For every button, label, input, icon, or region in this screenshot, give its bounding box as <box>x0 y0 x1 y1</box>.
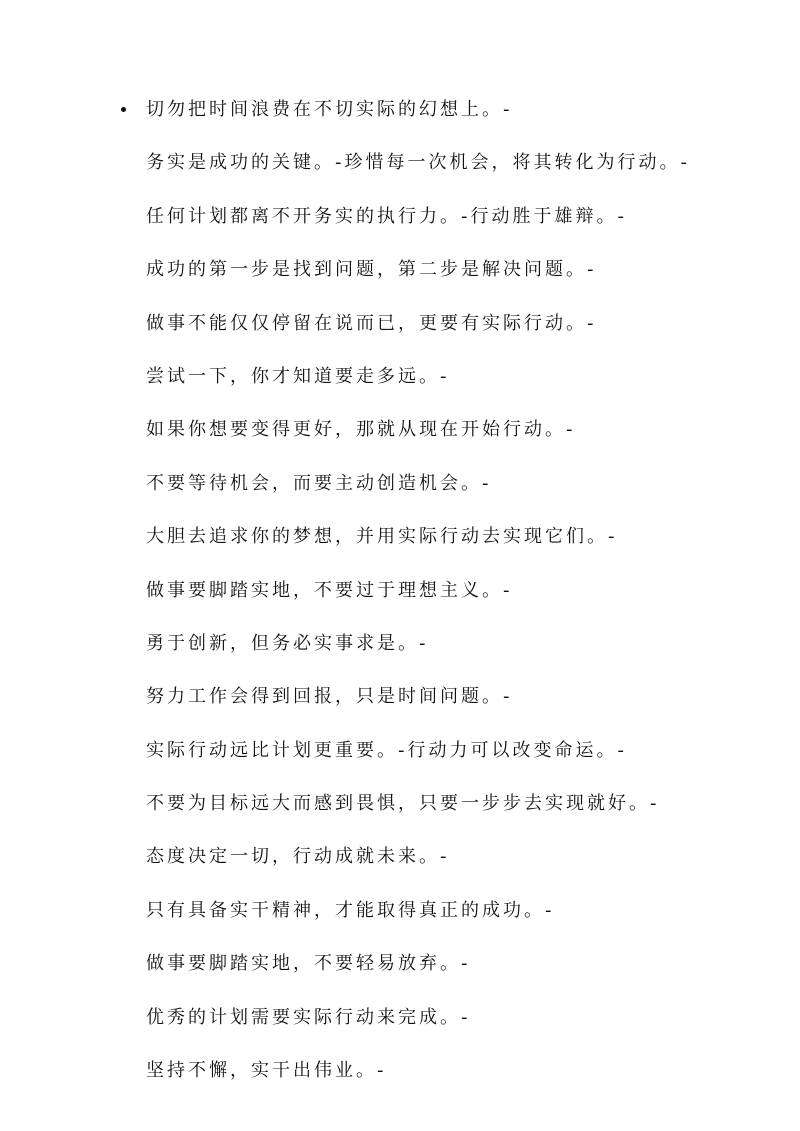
list-item-text: 做事要脚踏实地，不要过于理想主义。- <box>146 579 513 601</box>
list-item <box>0 304 800 357</box>
list-item <box>0 944 800 997</box>
list-item-text: 切勿把时间浪费在不切实际的幻想上。- <box>146 99 513 120</box>
bullet-icon <box>121 107 126 112</box>
list-item <box>0 624 800 677</box>
list-item-text: 优秀的计划需要实际行动来完成。- <box>146 1006 471 1028</box>
list-item-text: 尝试一下，你才知道要走多远。- <box>146 365 450 387</box>
list-item-text: 努力工作会得到回报，只是时间问题。- <box>146 686 513 708</box>
list-item <box>0 731 800 784</box>
list-item <box>0 837 800 890</box>
list-item <box>0 410 800 463</box>
list-item-text: 只有具备实干精神，才能取得真正的成功。- <box>146 899 555 921</box>
list-item-text: 坚持不懈，实干出伟业。- <box>146 1060 387 1082</box>
list-item <box>0 571 800 624</box>
list-item <box>0 891 800 944</box>
list-item-text: 任何计划都离不开务实的执行力。-行动胜于雄辩。- <box>146 205 627 227</box>
list-item <box>0 250 800 303</box>
list-item <box>0 517 800 570</box>
list-item-text: 大胆去追求你的梦想，并用实际行动去实现它们。- <box>146 526 618 548</box>
list-item-text: 不要为目标远大而感到畏惧，只要一步步去实现就好。- <box>146 793 660 815</box>
list-item <box>0 784 800 837</box>
list-item <box>0 677 800 730</box>
list-item-text: 成功的第一步是找到问题，第二步是解决问题。- <box>146 259 597 281</box>
list-item <box>0 143 800 196</box>
list-item <box>0 357 800 410</box>
list-item-text: 勇于创新，但务必实事求是。- <box>146 632 429 654</box>
bullet-list <box>0 90 800 1104</box>
list-item <box>0 90 800 143</box>
list-item-text: 实际行动远比计划更重要。-行动力可以改变命运。- <box>146 739 627 761</box>
list-item-text: 务实是成功的关键。-珍惜每一次机会，将其转化为行动。- <box>146 152 690 174</box>
list-item-text: 态度决定一切，行动成就未来。- <box>146 846 450 868</box>
list-item-text: 不要等待机会，而要主动创造机会。- <box>146 472 492 494</box>
list-item <box>0 1051 800 1104</box>
list-item-text: 如果你想要变得更好，那就从现在开始行动。- <box>146 419 576 441</box>
list-item-text: 做事不能仅仅停留在说而已，更要有实际行动。- <box>146 312 597 334</box>
list-item <box>0 998 800 1051</box>
list-item-text: 做事要脚踏实地，不要轻易放弃。- <box>146 953 471 975</box>
list-item <box>0 197 800 250</box>
list-item <box>0 464 800 517</box>
